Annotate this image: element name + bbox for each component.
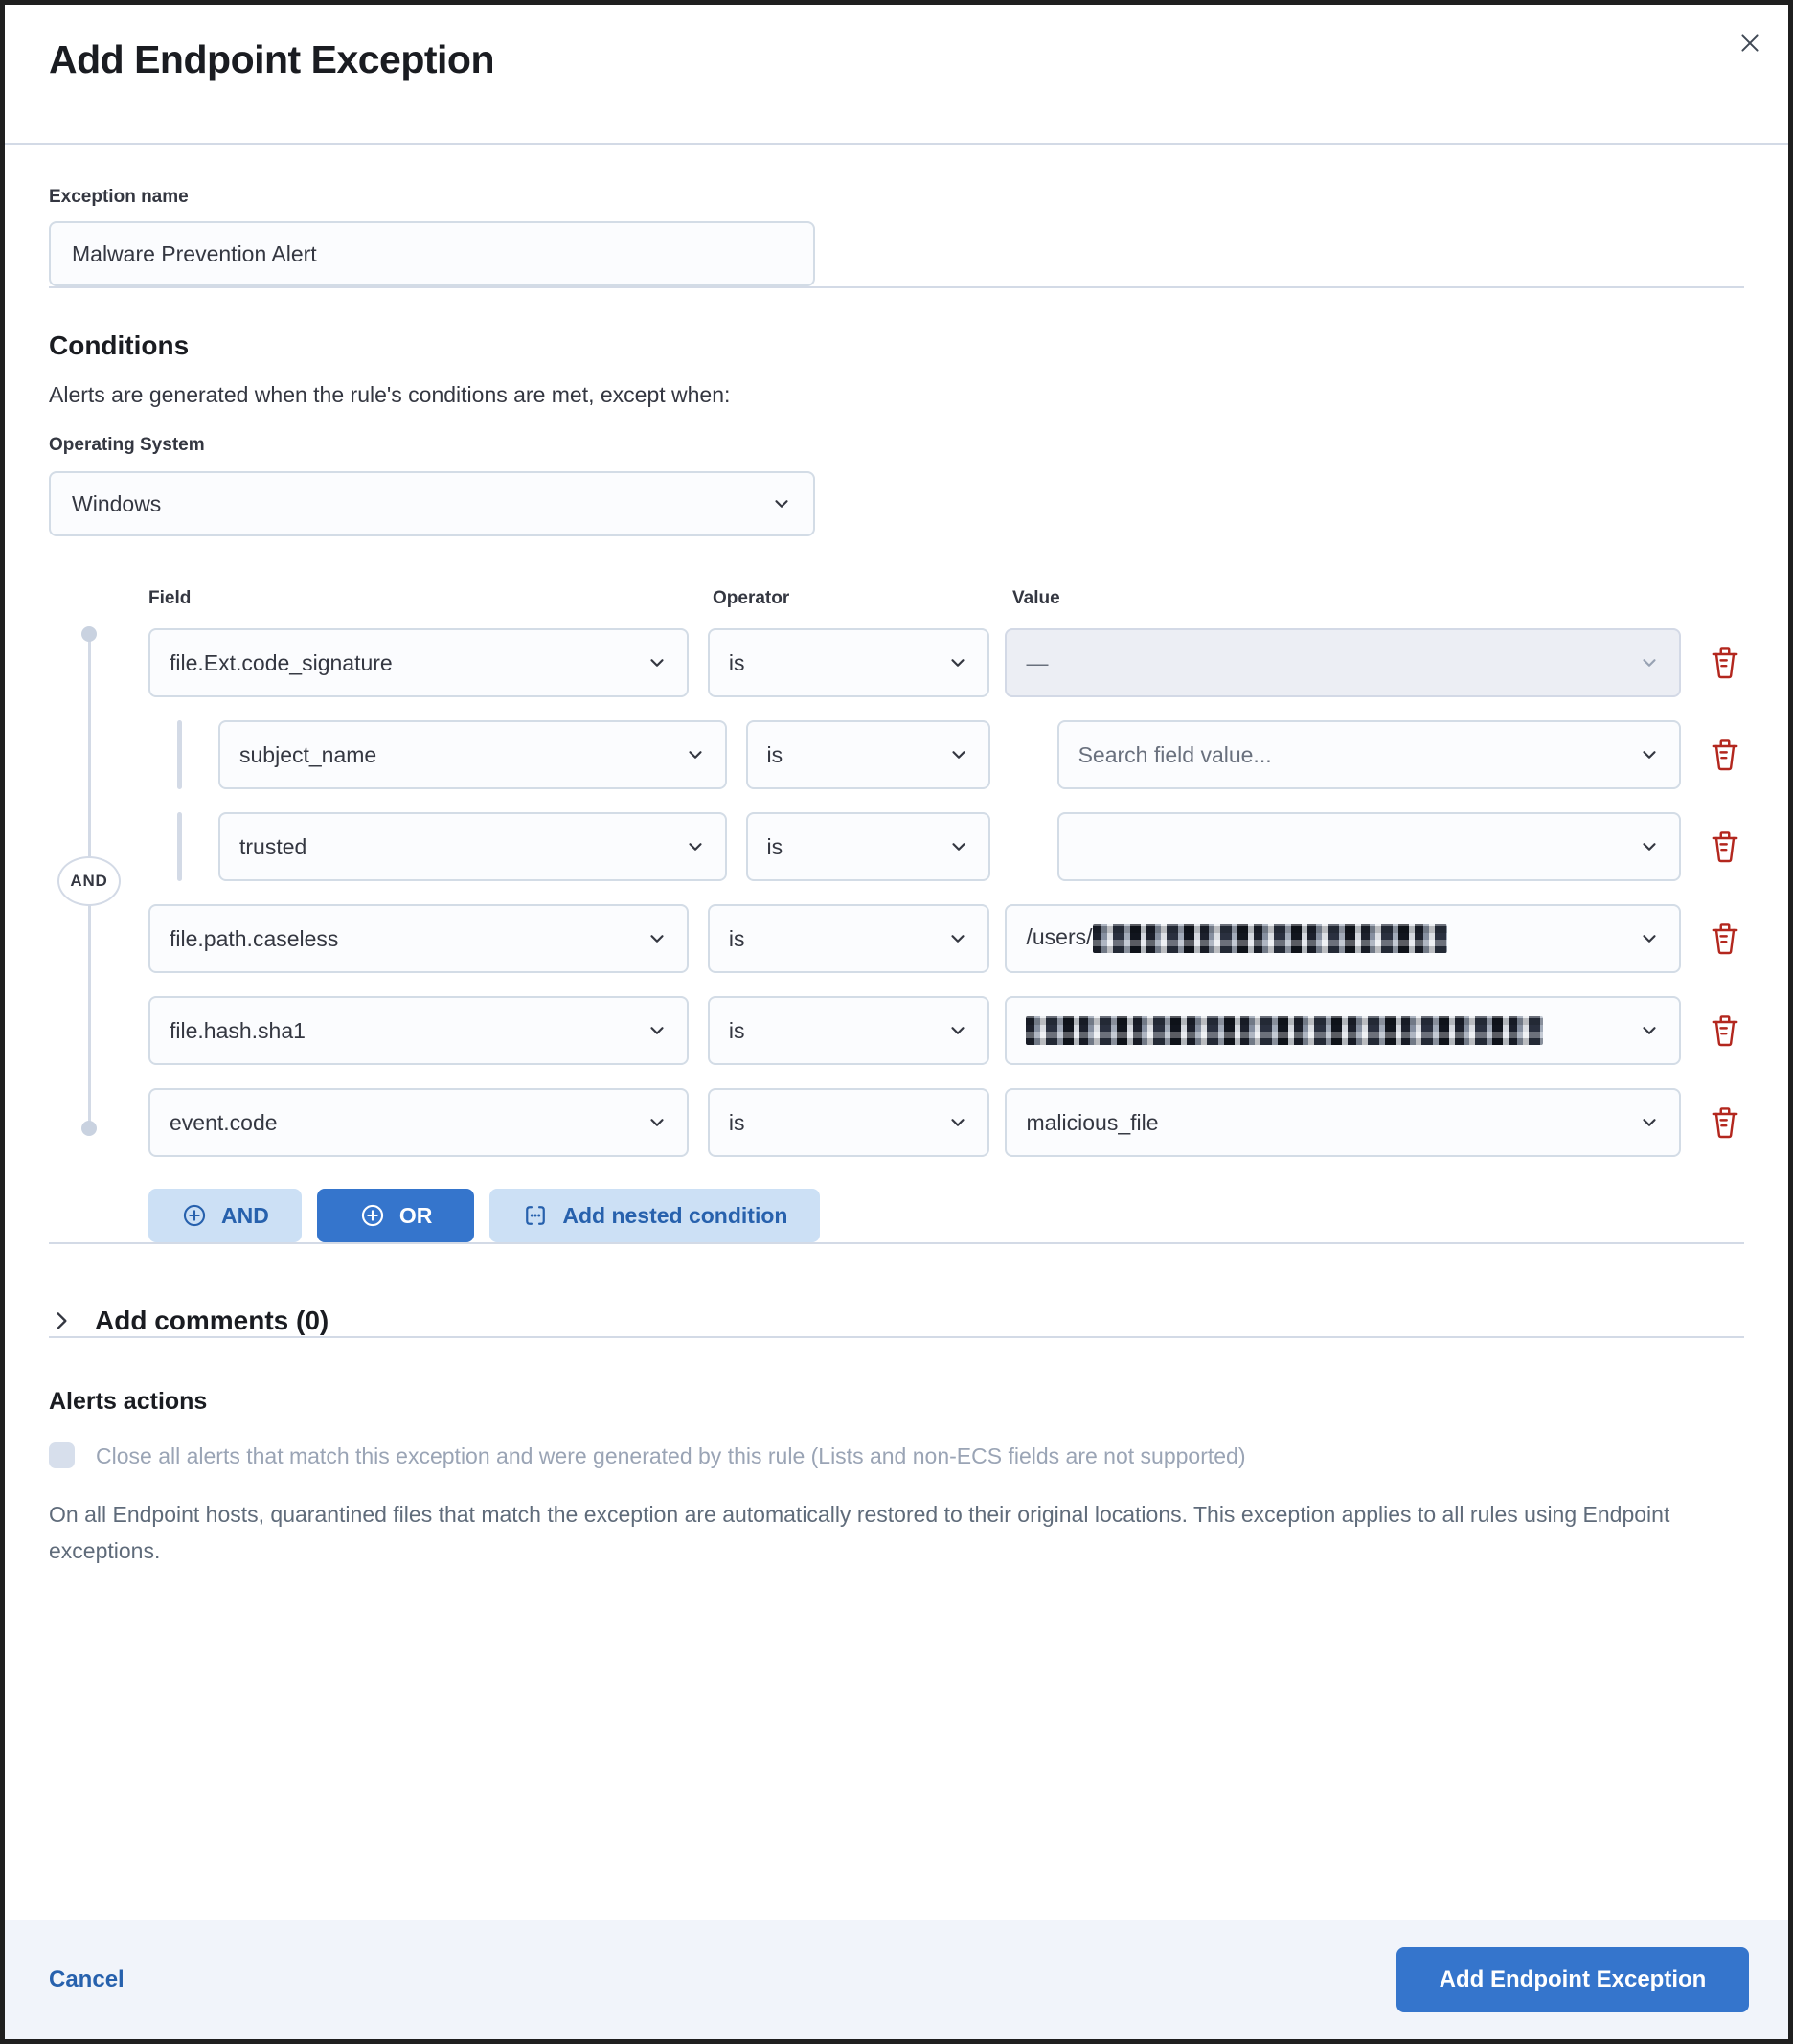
operator-select-value: is <box>728 649 745 675</box>
chevron-down-icon <box>647 1112 668 1133</box>
chevron-down-icon <box>1639 1020 1660 1041</box>
redacted-value <box>1093 924 1447 953</box>
add-or-button[interactable] <box>317 1189 475 1242</box>
connector-dot-bottom <box>81 1121 97 1136</box>
operator-select[interactable] <box>746 720 990 789</box>
chevron-down-icon <box>948 836 969 857</box>
field-select-value: file.hash.sha1 <box>170 1017 306 1043</box>
and-connector <box>70 628 108 1134</box>
operating-system-value: Windows <box>72 490 162 516</box>
condition-row <box>148 628 1744 697</box>
operator-select[interactable] <box>746 812 990 881</box>
add-and-label: AND <box>221 1202 269 1228</box>
add-comments-toggle[interactable] <box>49 1306 329 1336</box>
value-select-value: malicious_file <box>1026 1109 1159 1135</box>
value-select[interactable] <box>1005 1088 1681 1157</box>
field-select-value: file.path.caseless <box>170 925 339 951</box>
value-prefix: /users/ <box>1026 924 1093 950</box>
condition-rows <box>49 628 1744 1157</box>
chevron-down-icon <box>1639 1112 1660 1133</box>
chevron-down-icon <box>947 1112 968 1133</box>
chevron-down-icon <box>1639 836 1660 857</box>
alerts-actions-heading: Alerts actions <box>49 1388 208 1415</box>
operating-system-select[interactable] <box>49 471 815 536</box>
condition-row <box>148 904 1744 973</box>
add-comments-label: Add comments (0) <box>95 1306 329 1335</box>
chevron-down-icon <box>647 652 668 673</box>
redacted-value <box>1026 1016 1543 1045</box>
trash-icon <box>1709 736 1741 774</box>
delete-condition-button[interactable] <box>1706 720 1744 789</box>
close-alerts-checkbox <box>49 1442 75 1468</box>
modal-footer <box>5 1920 1788 2039</box>
close-alerts-checkbox-label: Close all alerts that match this exception and were generated by this rule (Lists and non-ECS fields are not supported) <box>96 1443 1246 1468</box>
field-select-value: event.code <box>170 1109 278 1135</box>
add-nested-condition-button[interactable] <box>489 1189 820 1242</box>
exception-name-input[interactable] <box>49 221 815 286</box>
column-label-operator: Operator <box>713 588 790 608</box>
operator-select-value: is <box>728 925 745 951</box>
divider <box>49 1242 1744 1244</box>
column-label-field: Field <box>148 588 192 608</box>
value-select-value: — <box>1026 649 1049 675</box>
connector-dot-top <box>81 626 97 642</box>
delete-condition-button[interactable] <box>1706 1088 1744 1157</box>
chevron-down-icon <box>647 928 668 949</box>
operator-select[interactable] <box>708 996 990 1065</box>
chevron-down-icon <box>1639 928 1660 949</box>
field-select[interactable] <box>148 628 689 697</box>
conditions-heading: Conditions <box>49 330 190 360</box>
field-select[interactable] <box>218 720 727 789</box>
value-select[interactable] <box>1005 996 1681 1065</box>
field-select[interactable] <box>148 1088 689 1157</box>
value-select[interactable] <box>1057 812 1681 881</box>
condition-builder <box>49 588 1744 1242</box>
operator-select[interactable] <box>708 628 990 697</box>
add-and-button[interactable] <box>148 1189 302 1242</box>
modal-body <box>5 145 1788 1920</box>
nested-indent-bar <box>177 812 182 881</box>
field-select-value: file.Ext.code_signature <box>170 649 393 675</box>
close-alerts-checkbox-row <box>49 1441 1744 1471</box>
chevron-down-icon <box>947 652 968 673</box>
chevron-right-icon <box>49 1308 74 1333</box>
nested-indent-bar <box>177 720 182 789</box>
plus-in-circle-icon <box>359 1202 386 1229</box>
chevron-down-icon <box>647 1020 668 1041</box>
close-icon <box>1737 31 1762 56</box>
add-or-label: OR <box>398 1202 433 1228</box>
close-button[interactable] <box>1727 20 1773 66</box>
condition-row <box>148 1088 1744 1157</box>
condition-row-nested <box>148 720 1744 789</box>
value-select[interactable] <box>1005 904 1681 973</box>
condition-row <box>148 996 1744 1065</box>
operating-system-label: Operating System <box>49 435 205 455</box>
operator-select-value: is <box>728 1017 745 1043</box>
value-placeholder: Search field value... <box>1078 741 1272 767</box>
trash-icon <box>1709 644 1741 682</box>
chevron-down-icon <box>948 744 969 765</box>
operator-select[interactable] <box>708 904 990 973</box>
nested-brackets-icon <box>522 1202 549 1229</box>
field-select[interactable] <box>218 812 727 881</box>
operator-select-value: is <box>728 1109 745 1135</box>
conditions-description: Alerts are generated when the rule's conditions are met, except when: <box>49 382 731 407</box>
builder-column-labels <box>49 588 1744 609</box>
add-nested-condition-label: Add nested condition <box>562 1202 788 1228</box>
trash-icon <box>1709 920 1741 958</box>
value-select-disabled <box>1005 628 1681 697</box>
field-select[interactable] <box>148 904 689 973</box>
field-select[interactable] <box>148 996 689 1065</box>
trash-icon <box>1709 828 1741 866</box>
chevron-down-icon <box>947 928 968 949</box>
trash-icon <box>1709 1103 1741 1142</box>
value-select[interactable] <box>1057 720 1681 789</box>
operator-select-value: is <box>766 741 783 767</box>
chevron-down-icon <box>771 493 792 514</box>
chevron-down-icon <box>685 744 706 765</box>
endpoint-restore-note: On all Endpoint hosts, quarantined files that match the exception are automatically restored to their original locations. This exception applies to all rules using Endpoint exceptions. <box>49 1502 1670 1563</box>
delete-condition-button[interactable] <box>1706 904 1744 973</box>
delete-condition-button[interactable] <box>1706 812 1744 881</box>
page-title: Add Endpoint Exception <box>49 37 495 81</box>
delete-condition-button[interactable] <box>1706 996 1744 1065</box>
plus-in-circle-icon <box>181 1202 208 1229</box>
and-badge: AND <box>57 856 121 906</box>
exception-name-label: Exception name <box>49 187 189 207</box>
column-label-value: Value <box>1012 588 1060 608</box>
divider <box>49 286 1744 288</box>
divider <box>49 1336 1744 1338</box>
operator-select[interactable] <box>708 1088 990 1157</box>
builder-buttons <box>49 1189 1744 1242</box>
cancel-button[interactable]: Cancel <box>49 1966 125 1992</box>
field-select-value: subject_name <box>239 741 377 767</box>
operator-select-value: is <box>766 833 783 859</box>
chevron-down-icon <box>1639 744 1660 765</box>
condition-row-nested <box>148 812 1744 881</box>
modal-header <box>5 5 1788 145</box>
field-select-value: trusted <box>239 833 307 859</box>
add-endpoint-exception-button[interactable]: Add Endpoint Exception <box>1396 1947 1749 2012</box>
delete-condition-button[interactable] <box>1706 628 1744 697</box>
chevron-down-icon <box>685 836 706 857</box>
trash-icon <box>1709 1011 1741 1050</box>
chevron-down-icon <box>1639 652 1660 673</box>
chevron-down-icon <box>947 1020 968 1041</box>
